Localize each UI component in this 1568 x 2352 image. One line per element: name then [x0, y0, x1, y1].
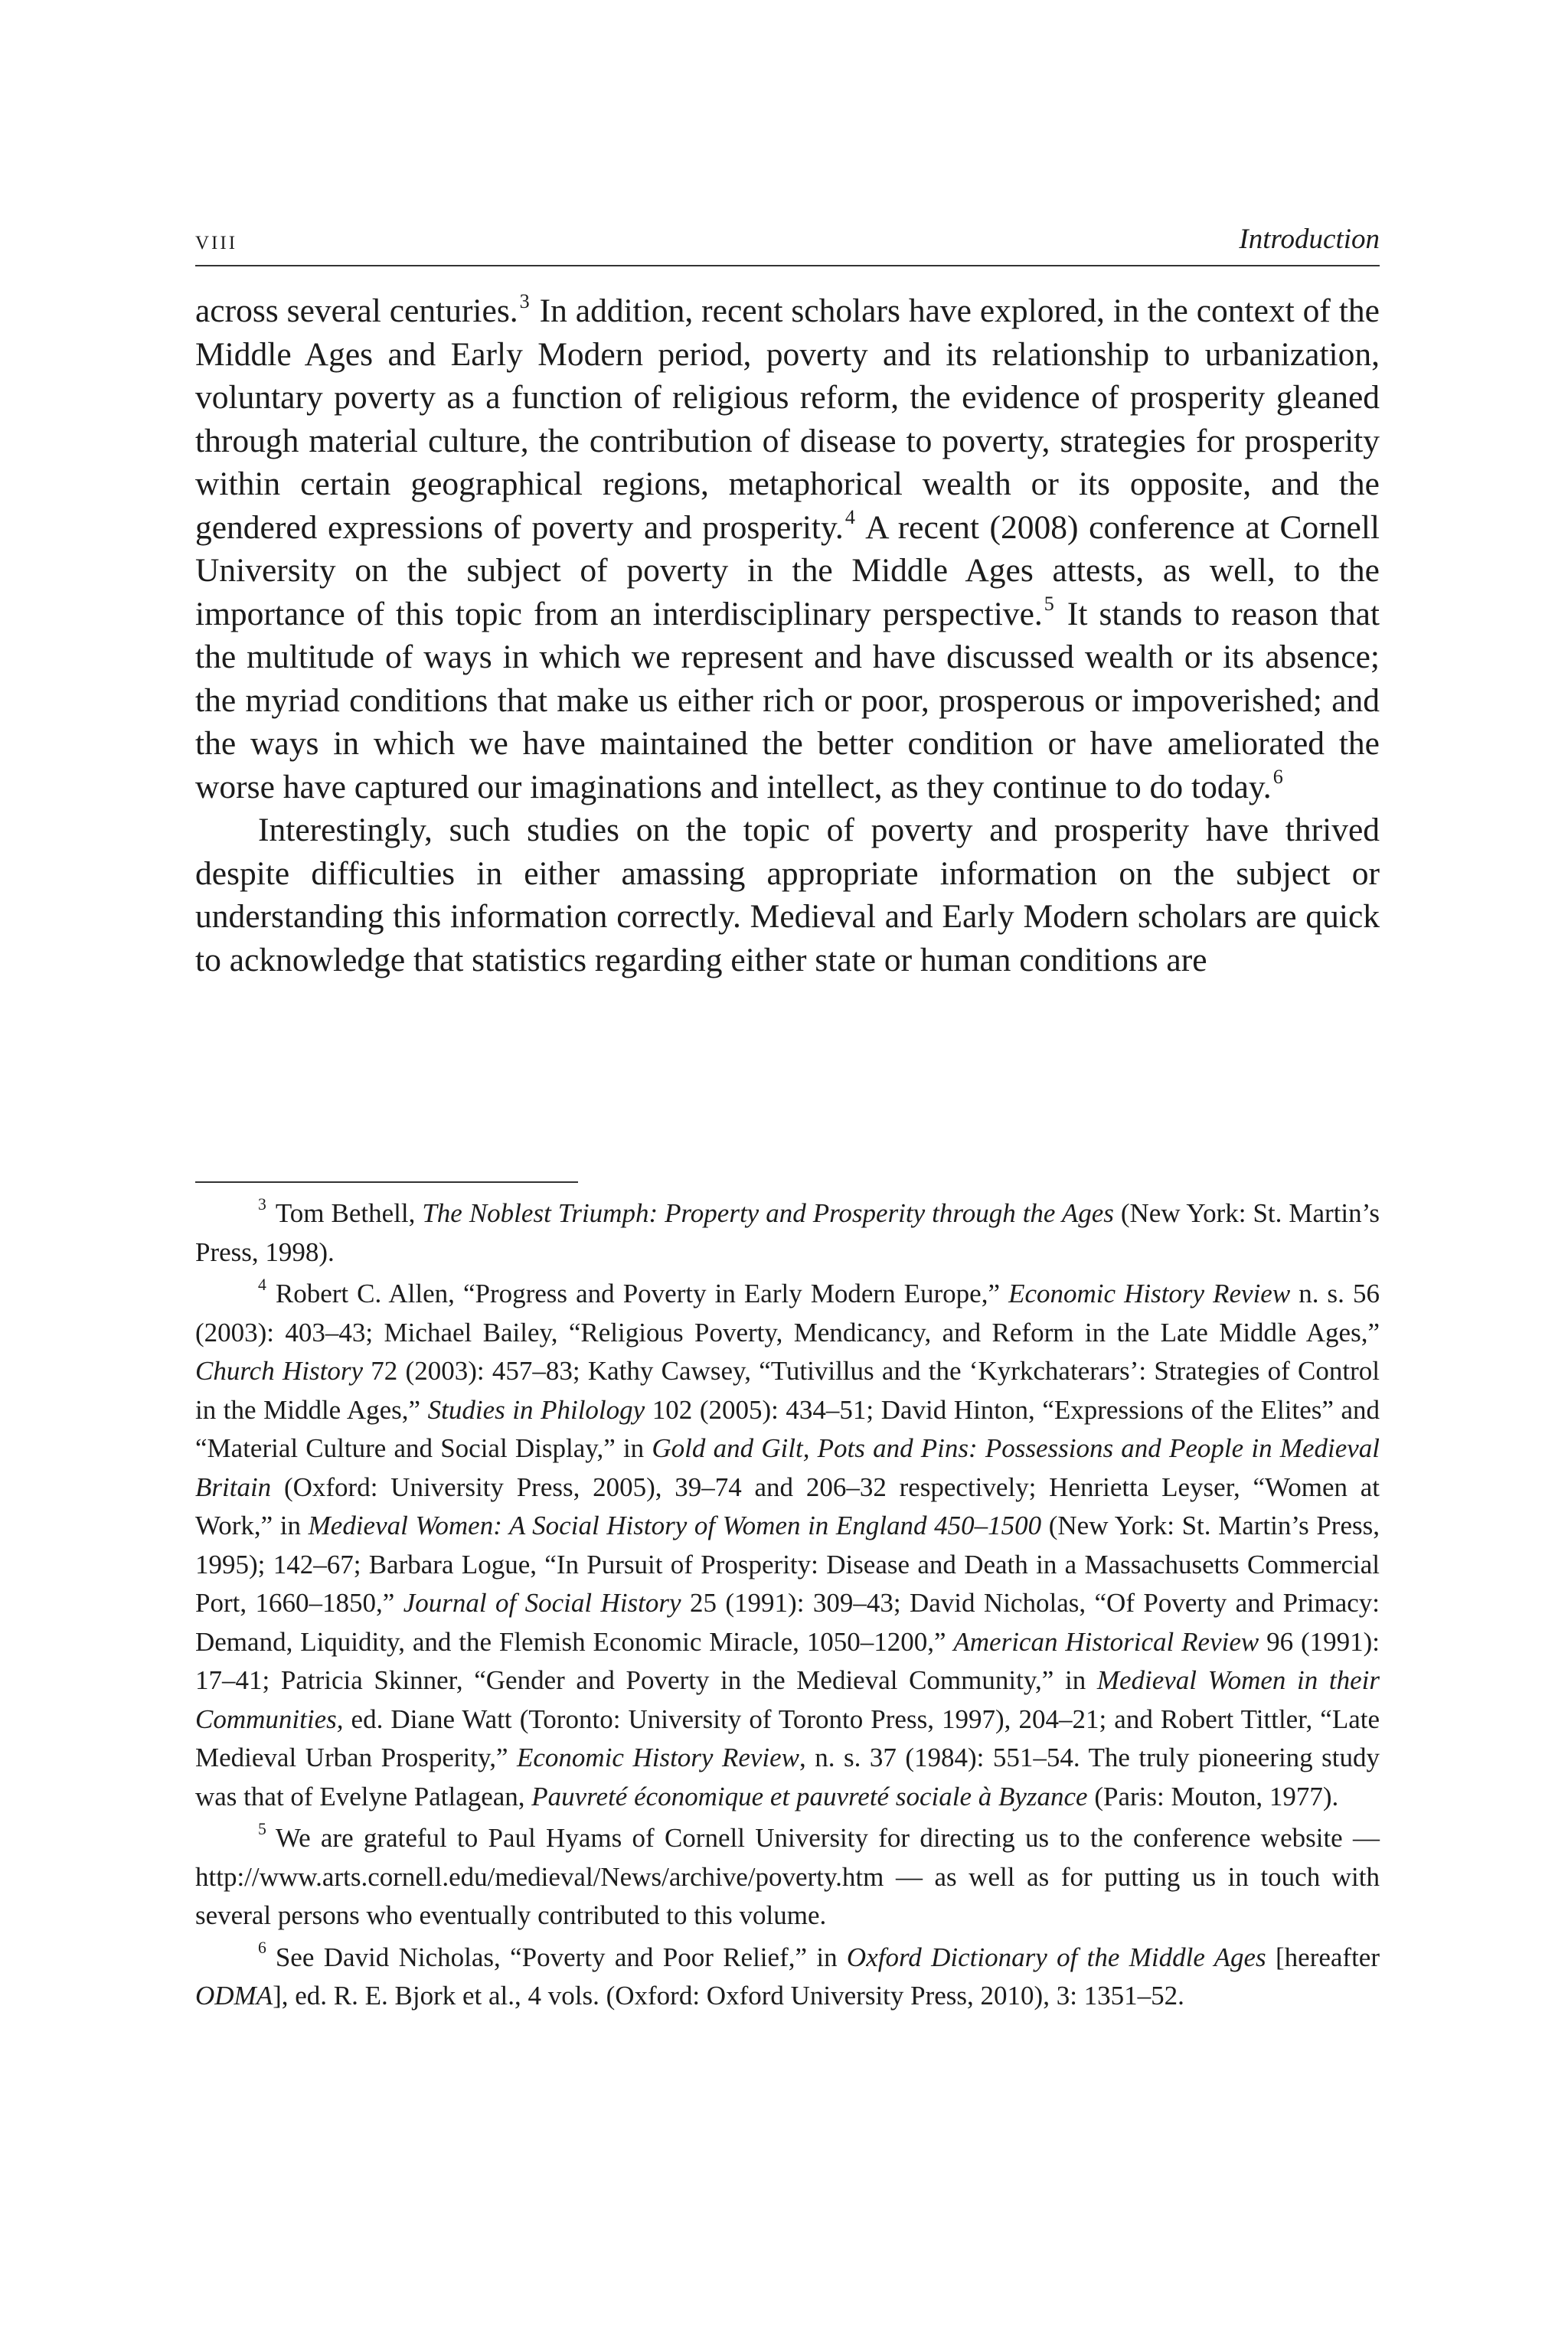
text-run: We are grateful to Paul Hyams of Cornell University for directing us to the conference website — http://www.arts.cornell.edu/medieval/News/archive/poverty.htm — as well as for putting us in touch with several persons who eventually contributed to this volume.	[195, 1823, 1380, 1930]
text-run: A recent (2008) conference at Cornell University on the subject of poverty in the Middle Ages attests, as well, to the importance of this topic from an interdisciplinary perspective.	[195, 508, 1380, 632]
running-head	[195, 219, 1380, 266]
text-run: (New York: St. Martin’s Press, 1998).	[195, 1198, 1380, 1267]
text-run: (Oxford: University Press, 2005), 39–74 and 206–32 respectively; Henrietta Leyser, “Women at Work,” in	[195, 1472, 1380, 1540]
main-text	[195, 289, 1380, 982]
journal-title: Economic History Review	[517, 1743, 800, 1772]
footnote-ref-6[interactable]: 6	[1272, 766, 1283, 789]
book-title: Medieval Women in their Communities,	[195, 1665, 1380, 1734]
text-run: ], ed. R. E. Bjork et al., 4 vols. (Oxford: Oxford University Press, 2010), 3: 1351–52.	[273, 1981, 1184, 2011]
journal-title: Church History	[195, 1356, 363, 1386]
footnote-ref-3[interactable]: 3	[519, 289, 530, 312]
text-run: , n. s. 37 (1984): 551–54. The truly pioneering study was that of Evelyne Patlagean,	[195, 1743, 1380, 1811]
journal-title: Studies in Philology	[427, 1394, 645, 1425]
book-title: Gold and Gilt, Pots and Pins: Possessions and People in Medieval Britain	[195, 1433, 1380, 1502]
footnote-4	[195, 1275, 1380, 1816]
paragraph-1	[195, 289, 1380, 808]
book-title: The Noblest Triumph: Property and Prosperity through the Ages	[422, 1198, 1114, 1228]
footnotes	[195, 1194, 1380, 2019]
footnote-number: 5	[258, 1819, 266, 1838]
text-run: 25 (1991): 309–43; David Nicholas, “Of Poverty and Primacy: Demand, Liquidity, and the Flemish Economic Miracle, 1050–1200,”	[195, 1588, 1380, 1657]
footnote-divider	[195, 1181, 578, 1183]
text-run: 96 (1991): 17–41; Patricia Skinner, “Gender and Poverty in the Medieval Community,” in	[195, 1626, 1380, 1695]
abbreviation: ODMA	[195, 1981, 273, 2011]
footnote-ref-4[interactable]: 4	[844, 506, 855, 529]
text-run: ed. Diane Watt (Toronto: University of Toronto Press, 1997), 204–21; and Robert Tittler, “Late Medieval Urban Prosperity,”	[195, 1704, 1380, 1772]
text-run: 72 (2003): 457–83; Kathy Cawsey, “Tutivillus and the ‘Kyrkchaterars’: Strategies of Control in the Middle Ages,”	[195, 1356, 1380, 1425]
book-title: Medieval Women: A Social History of Women in England 450–1500	[308, 1511, 1042, 1540]
text-run: Robert C. Allen, “Progress and Poverty in Early Modern Europe,”	[275, 1279, 1009, 1308]
footnote-ref-5[interactable]: 5	[1044, 593, 1054, 616]
text-run: n. s. 56 (2003): 403–43; Michael Bailey, “Religious Poverty, Mendicancy, and Reform in the Late Middle Ages,”	[195, 1279, 1380, 1348]
text-run: 102 (2005): 434–51; David Hinton, “Expressions of the Elites” and “Material Culture and Social Display,” in	[195, 1394, 1380, 1463]
running-title: Introduction	[1239, 224, 1380, 255]
footnote-number: 3	[258, 1194, 266, 1214]
journal-title: Journal of Social History	[403, 1588, 681, 1618]
book-title: Oxford Dictionary of the Middle Ages	[846, 1942, 1266, 1972]
paragraph-2: Interestingly, such studies on the topic of poverty and prosperity have thrived despite difficulties in either amassing appropriate information on the subject or understanding this information correctly. Medieval and Early Modern scholars are quick to acknowledge that statistics regarding either state or human conditions are	[195, 812, 1380, 978]
journal-title: Economic History Review	[1008, 1279, 1291, 1308]
footnote-3	[195, 1194, 1380, 1272]
page-number: viii	[195, 224, 238, 255]
text-run: across several centuries.	[195, 292, 518, 329]
journal-title: American Historical Review	[953, 1626, 1259, 1657]
footnote-5	[195, 1819, 1380, 1936]
footnote-number: 6	[258, 1939, 266, 1958]
footnote-6	[195, 1939, 1380, 2016]
text-run: Tom Bethell,	[275, 1198, 423, 1228]
text-run: See David Nicholas, “Poverty and Poor Relief,” in	[275, 1942, 847, 1972]
text-run: It stands to reason that the multitude of ways in which we represent and have discussed wealth or its absence; the myriad conditions that make us either rich or poor, prosperous or impoverished; and the ways in which we have maintained the better condition or have ameliorated the worse have captured our imaginations and intellect, as they continue to do today.	[195, 595, 1380, 805]
text-run: In addition, recent scholars have explored, in the context of the Middle Ages and Early Modern period, poverty and its relationship to urbanization, voluntary poverty as a function of religious reform, the evidence of prosperity gleaned through material culture, the contribution of disease to poverty, strategies for prosperity within certain geographical regions, metaphorical wealth or its opposite, and the gendered expressions of poverty and prosperity.	[195, 292, 1380, 546]
book-title: Pauvreté économique et pauvreté sociale à Byzance	[531, 1781, 1088, 1811]
text-run: [hereafter	[1266, 1942, 1380, 1972]
text-run: (New York: St. Martin’s Press, 1995); 142–67; Barbara Logue, “In Pursuit of Prosperity: Disease and Death in a Massachusetts Commercial Port, 1660–1850,”	[195, 1511, 1380, 1618]
text-run: (Paris: Mouton, 1977).	[1087, 1781, 1339, 1811]
footnote-number: 4	[258, 1275, 266, 1294]
